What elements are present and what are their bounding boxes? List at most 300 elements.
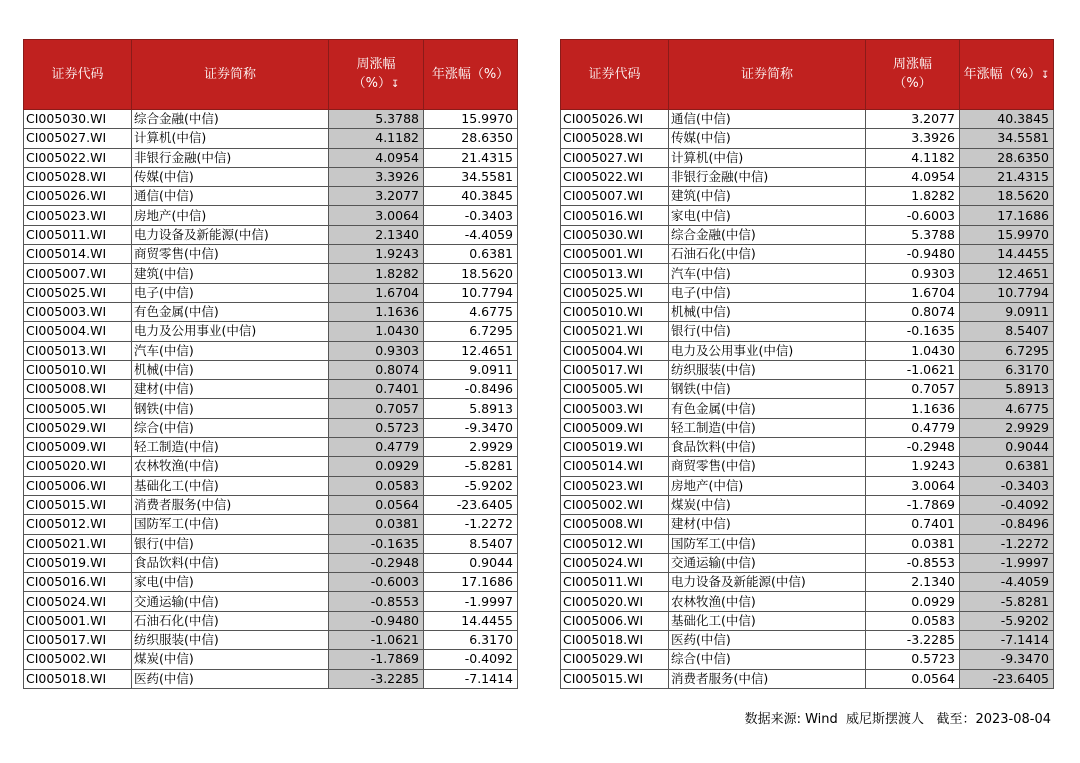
cell-code: CI005016.WI bbox=[24, 573, 132, 592]
table-row bbox=[561, 380, 1054, 399]
cell-code: CI005017.WI bbox=[561, 360, 669, 379]
table-row bbox=[561, 592, 1054, 611]
cell-week: 0.0929 bbox=[866, 592, 960, 611]
cell-year: -9.3470 bbox=[960, 650, 1054, 669]
cell-code: CI005007.WI bbox=[561, 187, 669, 206]
cell-name: 有色金属(中信) bbox=[669, 399, 866, 418]
cell-week: 1.0430 bbox=[866, 341, 960, 360]
cell-year: 8.5407 bbox=[424, 534, 518, 553]
cell-code: CI005002.WI bbox=[24, 650, 132, 669]
table-row bbox=[24, 418, 518, 437]
table-row bbox=[561, 225, 1054, 244]
cell-name: 煤炭(中信) bbox=[132, 650, 329, 669]
cell-name: 食品饮料(中信) bbox=[132, 553, 329, 572]
table-header-row bbox=[561, 40, 1054, 110]
cell-year: 34.5581 bbox=[960, 129, 1054, 148]
table-row bbox=[24, 206, 518, 225]
table-row bbox=[24, 573, 518, 592]
cell-code: CI005020.WI bbox=[561, 592, 669, 611]
table-row bbox=[561, 631, 1054, 650]
table-row bbox=[24, 380, 518, 399]
cell-code: CI005011.WI bbox=[24, 225, 132, 244]
table-row bbox=[24, 167, 518, 186]
cell-name: 银行(中信) bbox=[669, 322, 866, 341]
cell-year: 17.1686 bbox=[960, 206, 1054, 225]
cell-name: 有色金属(中信) bbox=[132, 302, 329, 321]
cell-year: 40.3845 bbox=[424, 187, 518, 206]
table-row bbox=[561, 302, 1054, 321]
cell-code: CI005025.WI bbox=[24, 283, 132, 302]
cell-year: 10.7794 bbox=[960, 283, 1054, 302]
header-week-return[interactable] bbox=[866, 40, 960, 110]
cell-code: CI005009.WI bbox=[561, 418, 669, 437]
table-row bbox=[561, 650, 1054, 669]
cell-name: 钢铁(中信) bbox=[669, 380, 866, 399]
cell-year: 17.1686 bbox=[424, 573, 518, 592]
cell-year: 9.0911 bbox=[960, 302, 1054, 321]
cell-name: 商贸零售(中信) bbox=[669, 457, 866, 476]
table-row bbox=[561, 495, 1054, 514]
cell-year: 28.6350 bbox=[960, 148, 1054, 167]
cell-code: CI005007.WI bbox=[24, 264, 132, 283]
cell-year: -0.3403 bbox=[960, 476, 1054, 495]
cell-year: 14.4455 bbox=[424, 611, 518, 630]
cell-code: CI005030.WI bbox=[24, 110, 132, 129]
cell-week: 1.1636 bbox=[329, 302, 424, 321]
cell-year: -7.1414 bbox=[960, 631, 1054, 650]
cell-code: CI005013.WI bbox=[561, 264, 669, 283]
cell-week: 0.9303 bbox=[329, 341, 424, 360]
cell-name: 电力及公用事业(中信) bbox=[669, 341, 866, 360]
cell-code: CI005003.WI bbox=[561, 399, 669, 418]
cell-code: CI005028.WI bbox=[24, 167, 132, 186]
cell-code: CI005002.WI bbox=[561, 495, 669, 514]
cell-year: -1.2272 bbox=[960, 534, 1054, 553]
table-body bbox=[24, 110, 518, 689]
cell-code: CI005021.WI bbox=[24, 534, 132, 553]
cell-code: CI005008.WI bbox=[24, 380, 132, 399]
cell-code: CI005028.WI bbox=[561, 129, 669, 148]
table-row bbox=[24, 592, 518, 611]
cell-year: 0.6381 bbox=[960, 457, 1054, 476]
table-row bbox=[561, 322, 1054, 341]
table-row bbox=[561, 399, 1054, 418]
cell-code: CI005020.WI bbox=[24, 457, 132, 476]
table-row bbox=[24, 476, 518, 495]
cell-name: 建材(中信) bbox=[669, 515, 866, 534]
cell-name: 轻工制造(中信) bbox=[132, 438, 329, 457]
cell-year: 18.5620 bbox=[424, 264, 518, 283]
cell-code: CI005004.WI bbox=[561, 341, 669, 360]
cell-code: CI005005.WI bbox=[561, 380, 669, 399]
cell-name: 计算机(中信) bbox=[669, 148, 866, 167]
cell-code: CI005018.WI bbox=[561, 631, 669, 650]
table-row bbox=[24, 302, 518, 321]
cell-name: 非银行金融(中信) bbox=[669, 167, 866, 186]
header-code[interactable]: 证券代码 bbox=[561, 40, 669, 110]
cell-name: 轻工制造(中信) bbox=[669, 418, 866, 437]
cell-name: 纺织服装(中信) bbox=[132, 631, 329, 650]
cell-code: CI005014.WI bbox=[24, 245, 132, 264]
cell-code: CI005012.WI bbox=[561, 534, 669, 553]
cell-name: 综合(中信) bbox=[132, 418, 329, 437]
cell-name: 通信(中信) bbox=[669, 110, 866, 129]
cell-year: -4.4059 bbox=[424, 225, 518, 244]
sort-desc-icon: ↧ bbox=[1040, 69, 1050, 81]
cell-week: 1.8282 bbox=[329, 264, 424, 283]
header-week-line2: （%） bbox=[352, 76, 391, 91]
cell-year: -23.6405 bbox=[424, 495, 518, 514]
cell-week: 2.1340 bbox=[866, 573, 960, 592]
cell-year: -5.8281 bbox=[960, 592, 1054, 611]
cell-code: CI005021.WI bbox=[561, 322, 669, 341]
cell-week: -1.7869 bbox=[329, 650, 424, 669]
table-row bbox=[24, 650, 518, 669]
table-row bbox=[24, 283, 518, 302]
cell-week: -3.2285 bbox=[329, 669, 424, 688]
cell-code: CI005030.WI bbox=[561, 225, 669, 244]
table-row bbox=[561, 418, 1054, 437]
table-row bbox=[24, 360, 518, 379]
table-row bbox=[24, 631, 518, 650]
cell-name: 基础化工(中信) bbox=[132, 476, 329, 495]
cell-code: CI005011.WI bbox=[561, 573, 669, 592]
cell-name: 食品饮料(中信) bbox=[669, 438, 866, 457]
cell-name: 银行(中信) bbox=[132, 534, 329, 553]
cell-code: CI005012.WI bbox=[24, 515, 132, 534]
cell-year: -1.9997 bbox=[424, 592, 518, 611]
cell-year: -5.9202 bbox=[424, 476, 518, 495]
table-row bbox=[561, 438, 1054, 457]
cell-week: -0.9480 bbox=[329, 611, 424, 630]
cell-name: 交通运输(中信) bbox=[132, 592, 329, 611]
cell-name: 汽车(中信) bbox=[669, 264, 866, 283]
cell-week: 0.8074 bbox=[866, 302, 960, 321]
cell-week: 1.9243 bbox=[329, 245, 424, 264]
cell-week: 0.0564 bbox=[329, 495, 424, 514]
cell-code: CI005019.WI bbox=[24, 553, 132, 572]
cell-year: 6.3170 bbox=[424, 631, 518, 650]
cell-code: CI005027.WI bbox=[24, 129, 132, 148]
table-row bbox=[24, 399, 518, 418]
table-row bbox=[24, 341, 518, 360]
cell-code: CI005016.WI bbox=[561, 206, 669, 225]
table-row bbox=[561, 573, 1054, 592]
header-year-return[interactable]: 年涨幅（%） bbox=[424, 40, 518, 110]
cell-name: 商贸零售(中信) bbox=[132, 245, 329, 264]
cell-code: CI005009.WI bbox=[24, 438, 132, 457]
cell-year: 34.5581 bbox=[424, 167, 518, 186]
header-week-line2: （%） bbox=[893, 76, 932, 91]
cell-name: 石油石化(中信) bbox=[132, 611, 329, 630]
header-name[interactable]: 证券简称 bbox=[132, 40, 329, 110]
cell-code: CI005019.WI bbox=[561, 438, 669, 457]
cell-week: 0.0564 bbox=[866, 669, 960, 688]
table-row bbox=[24, 438, 518, 457]
table-row bbox=[561, 206, 1054, 225]
cell-name: 传媒(中信) bbox=[669, 129, 866, 148]
cell-year: -5.8281 bbox=[424, 457, 518, 476]
cell-year: 5.8913 bbox=[424, 399, 518, 418]
cell-name: 消费者服务(中信) bbox=[132, 495, 329, 514]
weekly-return-table bbox=[23, 39, 518, 689]
table-row bbox=[561, 553, 1054, 572]
cell-code: CI005010.WI bbox=[561, 302, 669, 321]
cell-week: 4.0954 bbox=[866, 167, 960, 186]
cell-week: 1.1636 bbox=[866, 399, 960, 418]
cell-year: 8.5407 bbox=[960, 322, 1054, 341]
cell-year: 15.9970 bbox=[960, 225, 1054, 244]
cell-name: 传媒(中信) bbox=[132, 167, 329, 186]
table-row bbox=[561, 476, 1054, 495]
cell-code: CI005026.WI bbox=[561, 110, 669, 129]
cell-week: -0.9480 bbox=[866, 245, 960, 264]
cell-year: -0.8496 bbox=[960, 515, 1054, 534]
cell-year: 21.4315 bbox=[424, 148, 518, 167]
cell-week: 3.2077 bbox=[866, 110, 960, 129]
cell-year: 0.9044 bbox=[424, 553, 518, 572]
cell-year: 6.3170 bbox=[960, 360, 1054, 379]
cell-week: 0.4779 bbox=[329, 438, 424, 457]
cell-week: 3.0064 bbox=[866, 476, 960, 495]
cell-name: 建筑(中信) bbox=[132, 264, 329, 283]
cell-week: 0.0381 bbox=[329, 515, 424, 534]
table-row bbox=[561, 167, 1054, 186]
cell-name: 医药(中信) bbox=[669, 631, 866, 650]
cell-code: CI005022.WI bbox=[561, 167, 669, 186]
cell-week: -0.8553 bbox=[329, 592, 424, 611]
cell-year: -4.4059 bbox=[960, 573, 1054, 592]
table-row bbox=[561, 341, 1054, 360]
cell-code: CI005003.WI bbox=[24, 302, 132, 321]
cell-week: 4.0954 bbox=[329, 148, 424, 167]
cell-name: 医药(中信) bbox=[132, 669, 329, 688]
cell-year: -1.2272 bbox=[424, 515, 518, 534]
cell-week: 1.8282 bbox=[866, 187, 960, 206]
table-row bbox=[24, 322, 518, 341]
cell-week: -0.6003 bbox=[329, 573, 424, 592]
cell-week: 1.6704 bbox=[329, 283, 424, 302]
cell-week: 5.3788 bbox=[329, 110, 424, 129]
cell-name: 煤炭(中信) bbox=[669, 495, 866, 514]
source-footnote: 数据来源: Wind 威尼斯摆渡人 截至：2023-08-04 bbox=[744, 712, 1051, 727]
cell-code: CI005025.WI bbox=[561, 283, 669, 302]
cell-week: -1.7869 bbox=[866, 495, 960, 514]
cell-week: 1.6704 bbox=[866, 283, 960, 302]
cell-week: 3.2077 bbox=[329, 187, 424, 206]
cell-code: CI005029.WI bbox=[561, 650, 669, 669]
cell-week: 0.0381 bbox=[866, 534, 960, 553]
cell-name: 消费者服务(中信) bbox=[669, 669, 866, 688]
table-row bbox=[561, 264, 1054, 283]
cell-week: 0.0929 bbox=[329, 457, 424, 476]
cell-week: -0.2948 bbox=[866, 438, 960, 457]
cell-year: -9.3470 bbox=[424, 418, 518, 437]
cell-year: 6.7295 bbox=[424, 322, 518, 341]
cell-code: CI005006.WI bbox=[24, 476, 132, 495]
table-row bbox=[561, 534, 1054, 553]
table-row bbox=[24, 515, 518, 534]
table-row bbox=[561, 110, 1054, 129]
header-name[interactable]: 证券简称 bbox=[669, 40, 866, 110]
cell-code: CI005029.WI bbox=[24, 418, 132, 437]
header-year-return[interactable]: 年涨幅（%）↧ bbox=[960, 40, 1054, 110]
cell-week: 0.0583 bbox=[866, 611, 960, 630]
cell-name: 机械(中信) bbox=[669, 302, 866, 321]
cell-code: CI005015.WI bbox=[561, 669, 669, 688]
cell-name: 汽车(中信) bbox=[132, 341, 329, 360]
cell-name: 家电(中信) bbox=[669, 206, 866, 225]
cell-year: -7.1414 bbox=[424, 669, 518, 688]
cell-name: 交通运输(中信) bbox=[669, 553, 866, 572]
cell-code: CI005024.WI bbox=[561, 553, 669, 572]
cell-week: -0.1635 bbox=[866, 322, 960, 341]
cell-week: -3.2285 bbox=[866, 631, 960, 650]
cell-year: -0.3403 bbox=[424, 206, 518, 225]
cell-code: CI005005.WI bbox=[24, 399, 132, 418]
cell-year: 14.4455 bbox=[960, 245, 1054, 264]
cell-year: 21.4315 bbox=[960, 167, 1054, 186]
cell-year: -0.8496 bbox=[424, 380, 518, 399]
cell-name: 计算机(中信) bbox=[132, 129, 329, 148]
cell-week: -1.0621 bbox=[329, 631, 424, 650]
cell-week: 0.9303 bbox=[866, 264, 960, 283]
cell-name: 综合(中信) bbox=[669, 650, 866, 669]
cell-name: 农林牧渔(中信) bbox=[669, 592, 866, 611]
cell-name: 机械(中信) bbox=[132, 360, 329, 379]
cell-code: CI005004.WI bbox=[24, 322, 132, 341]
cell-year: -1.9997 bbox=[960, 553, 1054, 572]
cell-year: 2.9929 bbox=[424, 438, 518, 457]
table-row bbox=[24, 129, 518, 148]
table-row bbox=[24, 225, 518, 244]
cell-week: 0.8074 bbox=[329, 360, 424, 379]
cell-code: CI005024.WI bbox=[24, 592, 132, 611]
cell-code: CI005015.WI bbox=[24, 495, 132, 514]
cell-code: CI005022.WI bbox=[24, 148, 132, 167]
cell-year: 12.4651 bbox=[424, 341, 518, 360]
table-row bbox=[561, 457, 1054, 476]
cell-code: CI005014.WI bbox=[561, 457, 669, 476]
cell-year: 2.9929 bbox=[960, 418, 1054, 437]
table-body bbox=[561, 110, 1054, 689]
cell-year: 12.4651 bbox=[960, 264, 1054, 283]
cell-year: 9.0911 bbox=[424, 360, 518, 379]
cell-year: 28.6350 bbox=[424, 129, 518, 148]
table-row bbox=[561, 360, 1054, 379]
header-week-line1: 周涨幅 bbox=[892, 57, 932, 72]
table-row bbox=[561, 129, 1054, 148]
cell-name: 通信(中信) bbox=[132, 187, 329, 206]
cell-year: -5.9202 bbox=[960, 611, 1054, 630]
cell-week: 2.1340 bbox=[329, 225, 424, 244]
cell-week: 0.0583 bbox=[329, 476, 424, 495]
cell-name: 钢铁(中信) bbox=[132, 399, 329, 418]
cell-name: 国防军工(中信) bbox=[669, 534, 866, 553]
table-row bbox=[24, 264, 518, 283]
table-row bbox=[24, 669, 518, 688]
cell-name: 非银行金融(中信) bbox=[132, 148, 329, 167]
cell-code: CI005001.WI bbox=[24, 611, 132, 630]
cell-name: 建筑(中信) bbox=[669, 187, 866, 206]
cell-name: 电力设备及新能源(中信) bbox=[669, 573, 866, 592]
table-row bbox=[24, 495, 518, 514]
cell-name: 综合金融(中信) bbox=[132, 110, 329, 129]
cell-week: 0.4779 bbox=[866, 418, 960, 437]
cell-week: 3.3926 bbox=[866, 129, 960, 148]
cell-code: CI005008.WI bbox=[561, 515, 669, 534]
cell-week: 3.3926 bbox=[329, 167, 424, 186]
cell-week: 4.1182 bbox=[329, 129, 424, 148]
cell-week: 0.5723 bbox=[329, 418, 424, 437]
table-row bbox=[561, 187, 1054, 206]
cell-year: 5.8913 bbox=[960, 380, 1054, 399]
header-week-return[interactable] bbox=[329, 40, 424, 110]
cell-year: 18.5620 bbox=[960, 187, 1054, 206]
cell-name: 基础化工(中信) bbox=[669, 611, 866, 630]
cell-year: 0.9044 bbox=[960, 438, 1054, 457]
cell-year: 40.3845 bbox=[960, 110, 1054, 129]
cell-week: 0.7057 bbox=[329, 399, 424, 418]
cell-year: -23.6405 bbox=[960, 669, 1054, 688]
cell-code: CI005010.WI bbox=[24, 360, 132, 379]
cell-week: 3.0064 bbox=[329, 206, 424, 225]
cell-week: 5.3788 bbox=[866, 225, 960, 244]
header-week-line1: 周涨幅 bbox=[356, 57, 396, 72]
table-row bbox=[24, 553, 518, 572]
cell-year: 15.9970 bbox=[424, 110, 518, 129]
cell-code: CI005026.WI bbox=[24, 187, 132, 206]
cell-week: 4.1182 bbox=[866, 148, 960, 167]
table-row bbox=[24, 110, 518, 129]
sort-desc-icon: ↧ bbox=[390, 79, 400, 90]
cell-name: 农林牧渔(中信) bbox=[132, 457, 329, 476]
cell-name: 石油石化(中信) bbox=[669, 245, 866, 264]
cell-code: CI005001.WI bbox=[561, 245, 669, 264]
cell-week: 0.5723 bbox=[866, 650, 960, 669]
table-row bbox=[24, 148, 518, 167]
cell-week: 1.9243 bbox=[866, 457, 960, 476]
cell-name: 电子(中信) bbox=[132, 283, 329, 302]
header-code[interactable]: 证券代码 bbox=[24, 40, 132, 110]
cell-name: 国防军工(中信) bbox=[132, 515, 329, 534]
table-row bbox=[561, 669, 1054, 688]
cell-code: CI005023.WI bbox=[561, 476, 669, 495]
cell-year: 4.6775 bbox=[960, 399, 1054, 418]
cell-name: 房地产(中信) bbox=[669, 476, 866, 495]
cell-name: 电力及公用事业(中信) bbox=[132, 322, 329, 341]
yearly-return-table bbox=[560, 39, 1054, 689]
cell-name: 电力设备及新能源(中信) bbox=[132, 225, 329, 244]
cell-year: 10.7794 bbox=[424, 283, 518, 302]
cell-name: 电子(中信) bbox=[669, 283, 866, 302]
cell-code: CI005023.WI bbox=[24, 206, 132, 225]
table-header-row bbox=[24, 40, 518, 110]
cell-code: CI005018.WI bbox=[24, 669, 132, 688]
cell-week: 0.7401 bbox=[866, 515, 960, 534]
cell-year: 6.7295 bbox=[960, 341, 1054, 360]
cell-week: 0.7401 bbox=[329, 380, 424, 399]
cell-name: 综合金融(中信) bbox=[669, 225, 866, 244]
cell-week: -0.8553 bbox=[866, 553, 960, 572]
table-row bbox=[24, 611, 518, 630]
table-row bbox=[24, 534, 518, 553]
table-row bbox=[561, 283, 1054, 302]
table-row bbox=[24, 187, 518, 206]
cell-week: -0.6003 bbox=[866, 206, 960, 225]
cell-week: -0.1635 bbox=[329, 534, 424, 553]
cell-name: 家电(中信) bbox=[132, 573, 329, 592]
